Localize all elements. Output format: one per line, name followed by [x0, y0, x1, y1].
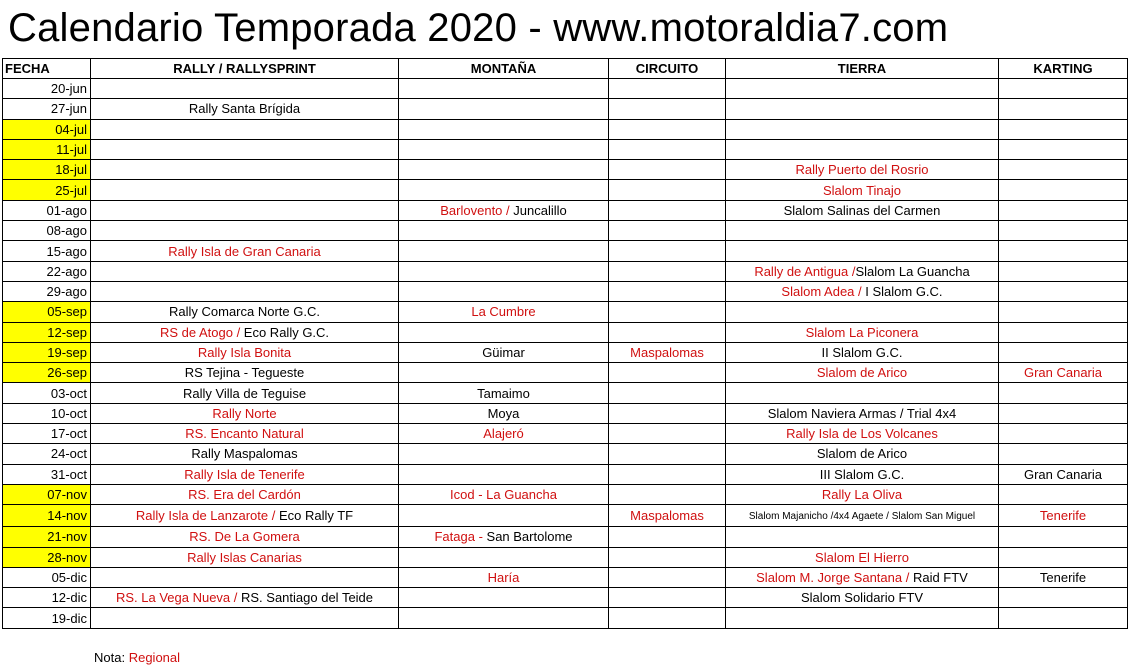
event-name: Moya: [487, 405, 520, 421]
date-cell: 15-ago: [3, 241, 91, 261]
tierra-cell: [726, 281, 999, 301]
table-row: [3, 464, 1128, 484]
rally-cell: [91, 221, 399, 241]
tierra-cell: [726, 567, 999, 587]
montana-cell: [399, 527, 609, 547]
circuito-cell: [609, 221, 726, 241]
montana-cell: [399, 403, 609, 423]
montana-cell: [399, 119, 609, 139]
date-cell: 29-ago: [3, 281, 91, 301]
tierra-cell: [726, 160, 999, 180]
karting-cell: [999, 99, 1128, 119]
table-header-row: [3, 59, 1128, 79]
table-row: [3, 363, 1128, 383]
karting-cell: [999, 342, 1128, 362]
rally-cell: [91, 342, 399, 362]
montana-cell: [399, 241, 609, 261]
rally-cell: [91, 261, 399, 281]
montana-cell: [399, 281, 609, 301]
table-row: [3, 567, 1128, 587]
circuito-cell: [609, 160, 726, 180]
tierra-cell: [726, 588, 999, 608]
table-row: [3, 281, 1128, 301]
event-name: Juncalillo: [509, 202, 567, 218]
karting-cell: [999, 139, 1128, 159]
circuito-cell: [609, 180, 726, 200]
table-row: [3, 200, 1128, 220]
column-header-karting: KARTING: [999, 59, 1128, 79]
event-regional: Slalom de Arico: [816, 365, 908, 381]
event-regional: Rally de Antigua /: [754, 263, 856, 279]
tierra-cell: [726, 180, 999, 200]
montana-cell: [399, 200, 609, 220]
circuito-cell: [609, 302, 726, 322]
event-regional: Maspalomas: [630, 345, 704, 360]
karting-cell: [999, 119, 1128, 139]
rally-cell: [91, 608, 399, 628]
event-regional: Fataga -: [434, 529, 483, 545]
tierra-cell: [726, 119, 999, 139]
karting-cell: [999, 444, 1128, 464]
event-regional: Barlovento /: [440, 202, 510, 218]
event-name: Slalom Majanicho /4x4 Agaete / Slalom San Miguel: [748, 511, 976, 523]
event-name: I Slalom G.C.: [861, 284, 943, 300]
event-name: III Slalom G.C.: [819, 466, 905, 482]
montana-cell: [399, 160, 609, 180]
karting-cell: [999, 588, 1128, 608]
date-cell: 12-dic: [3, 588, 91, 608]
karting-cell: [999, 567, 1128, 587]
montana-cell: [399, 505, 609, 527]
rally-cell: [91, 119, 399, 139]
event-regional: Rally Islas Canarias: [187, 549, 302, 565]
montana-cell: [399, 424, 609, 444]
table-row: [3, 139, 1128, 159]
calendar-table: [2, 58, 1128, 629]
event-regional: Gran Canaria: [1023, 365, 1103, 381]
karting-cell: [999, 221, 1128, 241]
date-cell: 07-nov: [3, 484, 91, 504]
montana-cell: [399, 547, 609, 567]
rally-cell: [91, 464, 399, 484]
table-row: [3, 484, 1128, 504]
karting-cell: [999, 160, 1128, 180]
table-row: [3, 527, 1128, 547]
circuito-cell: [609, 444, 726, 464]
event-name: Gran Canaria: [1023, 466, 1103, 482]
note-regional: Regional: [128, 650, 181, 665]
montana-cell: [399, 302, 609, 322]
circuito-cell: [609, 363, 726, 383]
rally-cell: [91, 200, 399, 220]
column-header-tierra: TIERRA: [726, 59, 999, 79]
circuito-cell: [609, 99, 726, 119]
rally-cell: [91, 160, 399, 180]
rally-cell: [91, 588, 399, 608]
karting-cell: [999, 281, 1128, 301]
column-header-fecha: FECHA: [3, 59, 91, 79]
circuito-cell: [609, 322, 726, 342]
karting-cell: [999, 527, 1128, 547]
date-cell: 11-jul: [3, 139, 91, 159]
table-row: [3, 79, 1128, 99]
table-row: [3, 547, 1128, 567]
event-name: Tenerife: [1039, 569, 1087, 585]
tierra-cell: [726, 464, 999, 484]
table-row: [3, 221, 1128, 241]
event-regional: Slalom M. Jorge Santana /: [756, 569, 910, 585]
karting-cell: [999, 403, 1128, 423]
tierra-cell: [726, 200, 999, 220]
date-cell: 20-jun: [3, 79, 91, 99]
event-regional: Icod - La Guancha: [450, 487, 557, 503]
tierra-cell: [726, 261, 999, 281]
circuito-cell: [609, 281, 726, 301]
event-name: RS. Santiago del Teide: [237, 590, 374, 606]
montana-cell: [399, 342, 609, 362]
table-row: [3, 322, 1128, 342]
column-header-rally: RALLY / RALLYSPRINT: [91, 59, 399, 79]
circuito-cell: [609, 608, 726, 628]
karting-cell: [999, 241, 1128, 261]
montana-cell: [399, 180, 609, 200]
date-cell: 31-oct: [3, 464, 91, 484]
date-cell: 24-oct: [3, 444, 91, 464]
event-regional: Slalom El Hierro: [815, 549, 909, 565]
montana-cell: [399, 139, 609, 159]
date-cell: 21-nov: [3, 527, 91, 547]
circuito-cell: [609, 139, 726, 159]
event-name: Eco Rally G.C.: [240, 324, 330, 340]
event-name: San Bartolome: [482, 529, 573, 545]
event-regional: Rally Isla de Los Volcanes: [786, 426, 938, 442]
rally-cell: [91, 281, 399, 301]
event-name: Rally Villa de Teguise: [182, 385, 307, 401]
date-cell: 17-oct: [3, 424, 91, 444]
page-title: Calendario Temporada 2020 - www.motoraldia7.com: [8, 6, 949, 50]
montana-cell: [399, 322, 609, 342]
circuito-cell: [609, 424, 726, 444]
table-row: [3, 160, 1128, 180]
event-regional: La Cumbre: [471, 304, 536, 320]
event-regional: RS. La Vega Nueva /: [115, 590, 238, 606]
event-name: RS Tejina - Tegueste: [184, 365, 305, 381]
circuito-cell: [609, 342, 726, 362]
montana-cell: [399, 383, 609, 403]
event-regional: Rally Puerto del Rosrio: [795, 162, 929, 178]
tierra-cell: [726, 484, 999, 504]
event-name: Tamaimo: [477, 385, 530, 401]
rally-cell: [91, 505, 399, 527]
date-cell: 10-oct: [3, 403, 91, 423]
tierra-cell: [726, 221, 999, 241]
karting-cell: [999, 547, 1128, 567]
montana-cell: [399, 588, 609, 608]
karting-cell: [999, 261, 1128, 281]
event-regional: Slalom La Piconera: [805, 324, 919, 340]
montana-cell: [399, 99, 609, 119]
table-row: [3, 608, 1128, 628]
montana-cell: [399, 464, 609, 484]
karting-cell: [999, 363, 1128, 383]
tierra-cell: [726, 505, 999, 527]
date-cell: 25-jul: [3, 180, 91, 200]
tierra-cell: [726, 79, 999, 99]
date-cell: 27-jun: [3, 99, 91, 119]
event-name: Rally Comarca Norte G.C.: [169, 304, 320, 320]
karting-cell: [999, 302, 1128, 322]
date-cell: 01-ago: [3, 200, 91, 220]
rally-cell: [91, 302, 399, 322]
table-row: [3, 302, 1128, 322]
event-regional: Rally Isla de Lanzarote /: [135, 508, 276, 524]
rally-cell: [91, 484, 399, 504]
circuito-cell: [609, 527, 726, 547]
event-regional: Rally Isla Bonita: [197, 345, 292, 360]
karting-cell: [999, 180, 1128, 200]
table-row: [3, 444, 1128, 464]
tierra-cell: [726, 139, 999, 159]
table-row: [3, 180, 1128, 200]
date-cell: 14-nov: [3, 505, 91, 527]
circuito-cell: [609, 119, 726, 139]
event-regional: Rally Isla de Tenerife: [184, 466, 305, 482]
table-row: [3, 99, 1128, 119]
date-cell: 22-ago: [3, 261, 91, 281]
karting-cell: [999, 200, 1128, 220]
table-row: [3, 505, 1128, 527]
tierra-cell: [726, 444, 999, 464]
date-cell: 28-nov: [3, 547, 91, 567]
montana-cell: [399, 484, 609, 504]
circuito-cell: [609, 464, 726, 484]
montana-cell: [399, 608, 609, 628]
rally-cell: [91, 527, 399, 547]
tierra-cell: [726, 99, 999, 119]
event-regional: Rally Norte: [212, 405, 277, 421]
event-regional: Slalom Tinajo: [822, 182, 902, 198]
event-name: Slalom Naviera Armas / Trial 4x4: [767, 405, 957, 421]
date-cell: 05-sep: [3, 302, 91, 322]
circuito-cell: [609, 403, 726, 423]
event-name: II Slalom G.C.: [821, 345, 903, 360]
rally-cell: [91, 322, 399, 342]
table-row: [3, 261, 1128, 281]
karting-cell: [999, 505, 1128, 527]
event-name: Slalom Solidario FTV: [800, 590, 924, 606]
montana-cell: [399, 261, 609, 281]
karting-cell: [999, 322, 1128, 342]
event-regional: Haría: [487, 569, 520, 585]
circuito-cell: [609, 383, 726, 403]
rally-cell: [91, 444, 399, 464]
date-cell: 05-dic: [3, 567, 91, 587]
tierra-cell: [726, 241, 999, 261]
circuito-cell: [609, 567, 726, 587]
karting-cell: [999, 608, 1128, 628]
montana-cell: [399, 363, 609, 383]
event-regional: Alajeró: [483, 426, 524, 442]
event-regional: Rally Isla de Gran Canaria: [168, 243, 321, 259]
rally-cell: [91, 139, 399, 159]
rally-cell: [91, 547, 399, 567]
rally-cell: [91, 79, 399, 99]
circuito-cell: [609, 200, 726, 220]
rally-cell: [91, 241, 399, 261]
tierra-cell: [726, 527, 999, 547]
montana-cell: [399, 444, 609, 464]
circuito-cell: [609, 241, 726, 261]
column-header-circuito: CIRCUITO: [609, 59, 726, 79]
circuito-cell: [609, 484, 726, 504]
rally-cell: [91, 180, 399, 200]
date-cell: 19-dic: [3, 608, 91, 628]
note: [94, 649, 180, 666]
event-regional: RS. De La Gomera: [189, 529, 300, 545]
date-cell: 08-ago: [3, 221, 91, 241]
table-row: [3, 383, 1128, 403]
date-cell: 18-jul: [3, 160, 91, 180]
table-row: [3, 588, 1128, 608]
tierra-cell: [726, 424, 999, 444]
karting-cell: [999, 79, 1128, 99]
date-cell: 26-sep: [3, 363, 91, 383]
event-regional: RS. Era del Cardón: [188, 487, 301, 503]
rally-cell: [91, 363, 399, 383]
tierra-cell: [726, 403, 999, 423]
tierra-cell: [726, 363, 999, 383]
table-row: [3, 241, 1128, 261]
rally-cell: [91, 383, 399, 403]
tierra-cell: [726, 322, 999, 342]
circuito-cell: [609, 588, 726, 608]
tierra-cell: [726, 608, 999, 628]
event-regional: RS. Encanto Natural: [185, 426, 304, 442]
event-regional: RS de Atogo /: [159, 324, 241, 340]
event-name: Güimar: [482, 345, 525, 360]
event-regional: Maspalomas: [630, 508, 704, 524]
table-row: [3, 342, 1128, 362]
event-name: Slalom La Guancha: [855, 263, 970, 279]
table-row: [3, 403, 1128, 423]
date-cell: 12-sep: [3, 322, 91, 342]
circuito-cell: [609, 261, 726, 281]
event-regional: Tenerife: [1039, 508, 1087, 524]
karting-cell: [999, 464, 1128, 484]
circuito-cell: [609, 547, 726, 567]
event-name: Raid FTV: [909, 569, 968, 585]
event-name: Eco Rally TF: [275, 508, 354, 524]
tierra-cell: [726, 547, 999, 567]
karting-cell: [999, 383, 1128, 403]
rally-cell: [91, 99, 399, 119]
montana-cell: [399, 567, 609, 587]
date-cell: 19-sep: [3, 342, 91, 362]
karting-cell: [999, 484, 1128, 504]
event-name: Rally Santa Brígida: [188, 101, 301, 117]
tierra-cell: [726, 383, 999, 403]
event-regional: Slalom Adea /: [781, 284, 862, 300]
column-header-montana: MONTAÑA: [399, 59, 609, 79]
rally-cell: [91, 567, 399, 587]
date-cell: 03-oct: [3, 383, 91, 403]
karting-cell: [999, 424, 1128, 444]
montana-cell: [399, 221, 609, 241]
event-name: Slalom de Arico: [816, 446, 908, 462]
event-name: Slalom Salinas del Carmen: [783, 202, 941, 218]
montana-cell: [399, 79, 609, 99]
note-label: Nota:: [94, 650, 126, 665]
rally-cell: [91, 424, 399, 444]
tierra-cell: [726, 302, 999, 322]
table-row: [3, 424, 1128, 444]
tierra-cell: [726, 342, 999, 362]
circuito-cell: [609, 505, 726, 527]
date-cell: 04-jul: [3, 119, 91, 139]
table-row: [3, 119, 1128, 139]
circuito-cell: [609, 79, 726, 99]
rally-cell: [91, 403, 399, 423]
event-regional: Rally La Oliva: [821, 487, 903, 503]
event-name: Rally Maspalomas: [191, 446, 298, 462]
